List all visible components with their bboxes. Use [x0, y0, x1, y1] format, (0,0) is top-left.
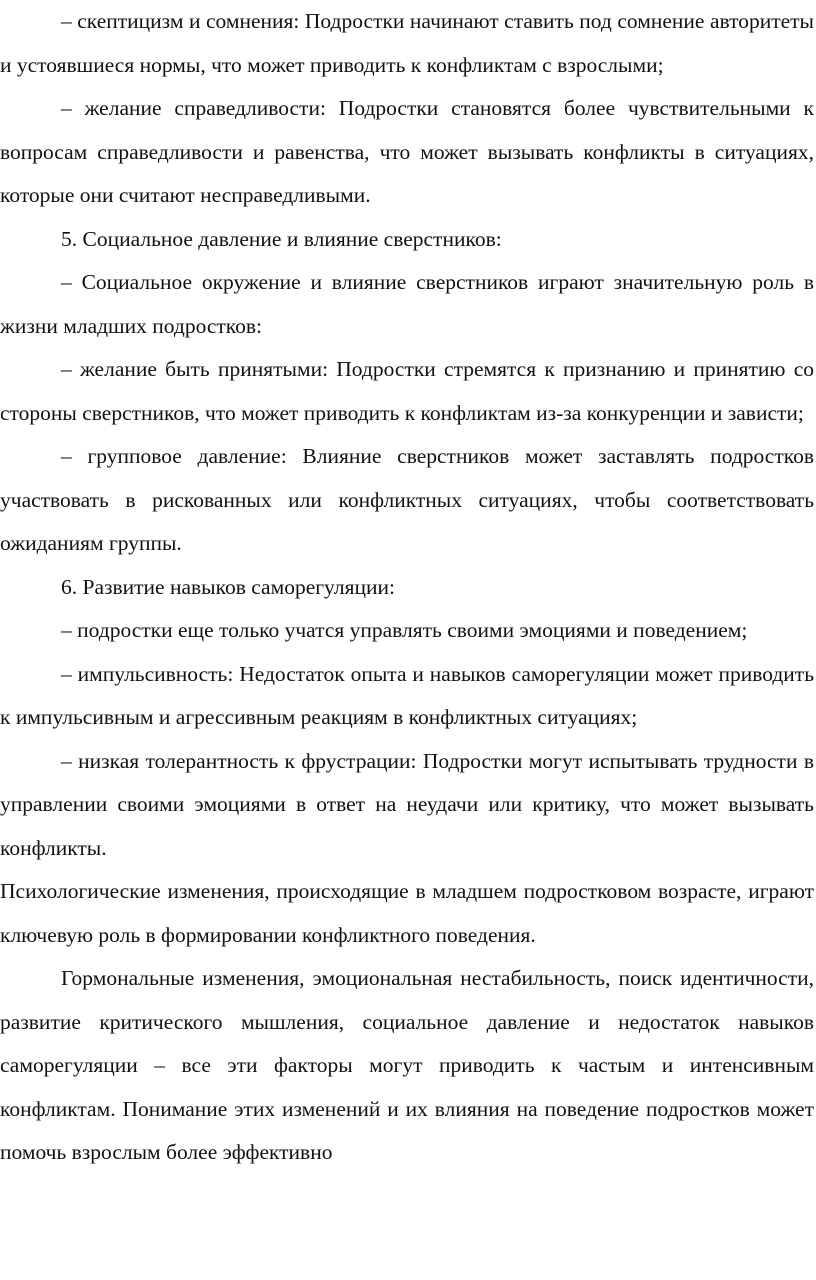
paragraph-learning-control: – подростки еще только учатся управлять своими эмоциями и поведением;	[61, 618, 748, 642]
paragraph-conclusion: Гормональные изменения, эмоциональная нестабильность, поиск идентичности, развитие критического мышления, социальное давление и недостаток навыков саморегуляции – все эти факторы могут приводить к частым и интенсивным конфликтам. Понимание этих изменений и их влияния на поведение подростков может помочь взрослым более эффективно	[0, 966, 814, 1164]
paragraph-justice: – желание справедливости: Подростки становятся более чувствительными к вопросам справедливости и равенства, что может вызывать конфликты в ситуациях, которые они считают несправедливыми.	[0, 96, 814, 207]
paragraph-acceptance: – желание быть принятыми: Подростки стремятся к признанию и принятию со стороны сверстников, что может приводить к конфликтам из-за конкуренции и зависти;	[0, 357, 814, 425]
heading-social-pressure: 5. Социальное давление и влияние сверстников:	[61, 226, 502, 251]
paragraph-psychological-changes: Психологические изменения, происходящие в младшем подростковом возрасте, играют ключевую роль в формировании конфликтного поведения.	[0, 879, 814, 947]
paragraph-frustration: – низкая толерантность к фрустрации: Подростки могут испытывать трудности в управлении своими эмоциями в ответ на неудачи или критику, что может вызывать конфликты.	[0, 748, 814, 860]
paragraph-skepticism: – скептицизм и сомнения: Подростки начинают ставить под сомнение авторитеты и устоявшиеся нормы, что может приводить к конфликтам с взрослыми;	[0, 9, 814, 77]
paragraph-social-environment: – Социальное окружение и влияние сверстников играют значительную роль в жизни младших подростков:	[0, 270, 814, 338]
paragraph-group-pressure: – групповое давление: Влияние сверстников может заставлять подростков участвовать в рискованных или конфликтных ситуациях, чтобы соответствовать ожиданиям группы.	[0, 444, 814, 555]
paragraph-impulsivity: – импульсивность: Недостаток опыта и навыков саморегуляции может приводить к импульсивным и агрессивным реакциям в конфликтных ситуациях;	[0, 661, 814, 729]
heading-self-regulation: 6. Развитие навыков саморегуляции:	[61, 574, 395, 599]
